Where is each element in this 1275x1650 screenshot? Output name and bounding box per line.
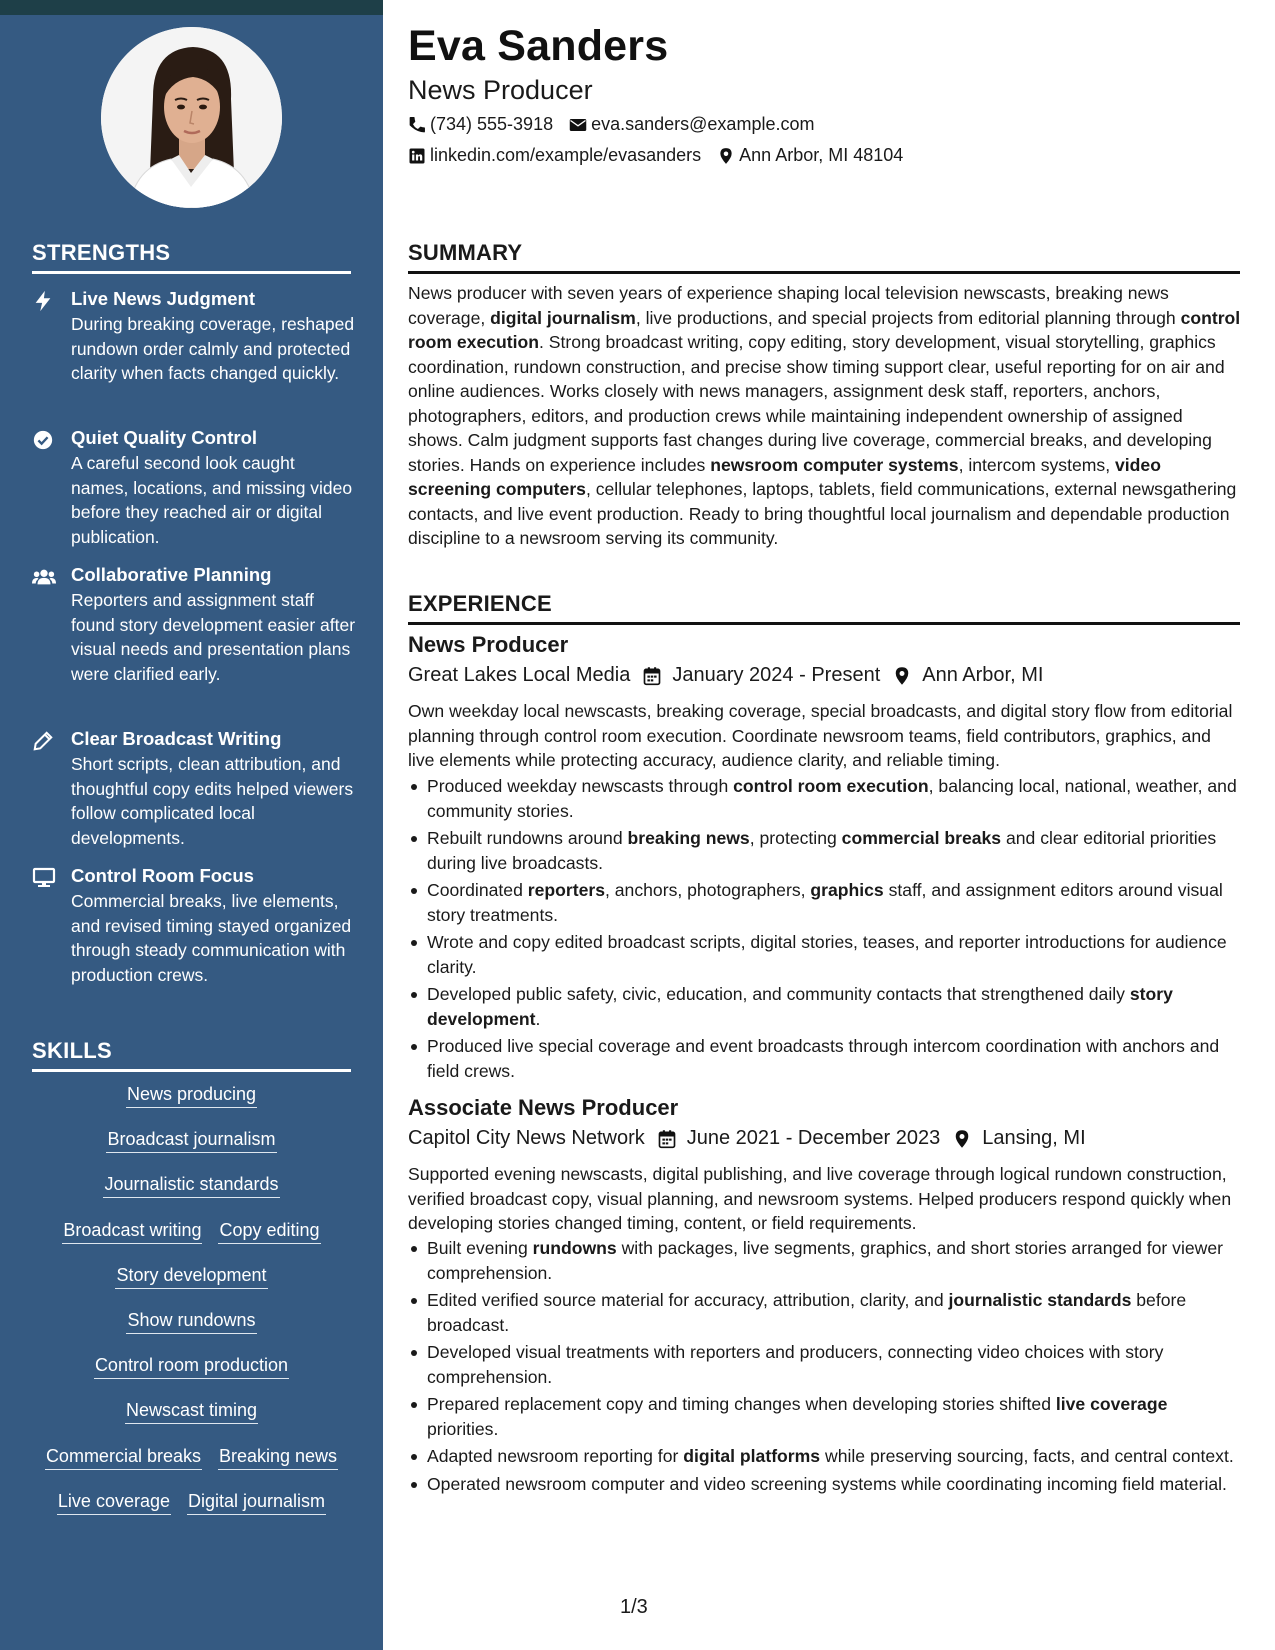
bullet-item <box>408 1392 1242 1441</box>
job-company: Capitol City News Network <box>408 1127 645 1149</box>
text-run: Produced weekday newscasts through <box>427 776 734 796</box>
emphasis-text: graphics <box>810 880 884 900</box>
skill-row <box>32 1127 351 1172</box>
job-dates <box>657 1127 941 1150</box>
sidebar <box>0 0 383 1650</box>
job-location-text: Ann Arbor, MI <box>922 664 1044 686</box>
envelope-icon <box>569 116 587 134</box>
page-number: 1/3 <box>620 1596 648 1618</box>
calendar-icon <box>657 1129 677 1149</box>
job-bullets <box>408 1236 1242 1499</box>
strength-title: Quiet Quality Control <box>71 427 258 448</box>
bullet-item <box>408 774 1242 823</box>
job-description: Own weekday local newscasts, breaking coverage, special broadcasts, and digital story flow from editorial planning through control room execution. Coordinate newsroom teams, field contributors, graphics, and live elements while protecting accuracy, audience clarity, and reliable timing. <box>408 701 1233 770</box>
monitor-icon <box>32 867 56 889</box>
skill-tag: Show rundowns <box>126 1308 256 1334</box>
job-bullets <box>408 774 1242 1086</box>
skills-list <box>32 1082 351 1534</box>
emphasis-text: video screening computers <box>408 454 1161 499</box>
skill-row <box>32 1263 351 1308</box>
text-run: Adapted newsroom reporting for <box>427 1446 684 1466</box>
bullet-item <box>408 1340 1242 1389</box>
bullet-item <box>408 878 1242 927</box>
emphasis-text: rundowns <box>532 1238 617 1258</box>
job-meta <box>408 1127 1086 1150</box>
job-description: Supported evening newscasts, digital publishing, and live coverage through logical rundown construction, verified broadcast copy, visual planning, and newsroom systems. Helped producers respond quickly when developing stories changed timing, content, or field requirements. <box>408 1164 1232 1233</box>
skill-row <box>32 1082 351 1127</box>
strength-description: Commercial breaks, live elements, and revised timing stayed organized through steady communication with production crews. <box>71 891 352 985</box>
map-pin-icon <box>952 1129 972 1149</box>
emphasis-text: newsroom computer systems <box>710 454 959 475</box>
skills-heading: SKILLS <box>32 1038 351 1072</box>
skill-tag: Journalistic standards <box>103 1172 279 1198</box>
emphasis-text: digital journalism <box>490 307 636 328</box>
job-date-range: June 2021 - December 2023 <box>686 1127 941 1149</box>
emphasis-text: control room execution <box>733 776 929 796</box>
skill-tag: Breaking news <box>218 1444 338 1470</box>
phone-icon <box>408 116 426 134</box>
bullet-item <box>408 826 1242 875</box>
candidate-name: Eva Sanders <box>408 22 669 70</box>
candidate-role: News Producer <box>408 75 593 105</box>
text-run: , balancing local, national, weather, and community stories. <box>427 776 1237 821</box>
emphasis-text: commercial breaks <box>841 828 1002 848</box>
bullet-item <box>408 1444 1242 1469</box>
job-meta <box>408 664 1043 687</box>
skill-row <box>32 1353 351 1398</box>
job-dates <box>642 664 880 687</box>
profile-photo <box>101 27 282 208</box>
bullet-item <box>408 1288 1242 1337</box>
linkedin-icon <box>408 147 426 165</box>
text-run: priorities. <box>427 1418 499 1439</box>
text-run: , intercom systems, <box>958 454 1115 475</box>
strengths-heading: STRENGTHS <box>32 240 351 274</box>
bullet-item <box>408 1472 1242 1497</box>
summary-text <box>408 281 1242 551</box>
map-pin-icon <box>892 666 912 686</box>
strength-description: Short scripts, clean attribution, and thoughtful copy edits helped viewers follow complicated local developments. <box>71 754 354 848</box>
skill-row <box>32 1308 351 1353</box>
bullet-item <box>408 982 1242 1031</box>
emphasis-text: live coverage <box>1055 1394 1168 1414</box>
text-run: before broadcast. <box>427 1290 1187 1335</box>
job-location <box>952 1127 1085 1150</box>
strength-title: Control Room Focus <box>71 865 254 886</box>
strength-title: Live News Judgment <box>71 288 256 309</box>
text-run: Built evening <box>427 1238 533 1258</box>
text-run: Operated newsroom computer and video screening systems while coordinating incoming field material. <box>427 1473 1227 1494</box>
skill-tag: Broadcast writing <box>62 1218 202 1244</box>
skill-tag: News producing <box>126 1082 257 1108</box>
skill-row <box>32 1489 351 1534</box>
text-run: , cellular telephones, laptops, tablets, field communications, external newsgathering contacts, and live event production. Ready to bring thoughtful local journalism and dependable production discipline to a newsroom serving its community. <box>408 479 1237 548</box>
text-run: while preserving sourcing, facts, and central context. <box>820 1446 1234 1466</box>
text-run: with packages, live segments, graphics, and short stories arranged for viewer comprehension. <box>427 1238 1224 1283</box>
text-run: . <box>535 1008 541 1029</box>
emphasis-text: breaking news <box>627 828 750 848</box>
calendar-icon <box>642 666 662 686</box>
sidebar-top-bar <box>0 0 383 15</box>
emphasis-text: reporters <box>527 880 605 900</box>
strength-description: During breaking coverage, reshaped rundown order calmly and protected clarity when facts changed quickly. <box>71 314 355 383</box>
job-title: News Producer <box>408 632 569 657</box>
location-text: Ann Arbor, MI 48104 <box>739 145 904 165</box>
emphasis-text: control room execution <box>408 307 1241 352</box>
phone-number: (734) 555-3918 <box>430 114 554 134</box>
text-run: Developed public safety, civic, education, and community contacts that strengthened daily <box>427 984 1130 1004</box>
text-run: and clear editorial priorities during live broadcasts. <box>427 828 1217 873</box>
bullet-item <box>408 1034 1242 1083</box>
strength-description: A careful second look caught names, locations, and missing video before they reached air or digital publication. <box>71 453 353 547</box>
skill-tag: Live coverage <box>57 1489 171 1515</box>
check-circle-icon <box>32 429 56 451</box>
skill-row <box>32 1444 351 1489</box>
location-contact <box>717 145 903 166</box>
bullet-item <box>408 930 1242 979</box>
email-address[interactable]: eva.sanders@example.com <box>591 114 815 134</box>
pencil-icon <box>32 730 56 752</box>
skill-tag: Commercial breaks <box>45 1444 202 1470</box>
text-run: Edited verified source material for accuracy, attribution, clarity, and <box>427 1290 949 1310</box>
text-run: News producer with seven years of experience shaping local television newscasts, breaking news coverage, <box>408 283 1169 328</box>
job-location-text: Lansing, MI <box>982 1127 1086 1149</box>
strength-description: Reporters and assignment staff found story development easier after visual needs and presentation plans were clarified early. <box>71 590 356 684</box>
skill-row <box>32 1218 351 1263</box>
emphasis-text: journalistic standards <box>948 1290 1132 1310</box>
job-date-range: January 2024 - Present <box>672 664 881 686</box>
phone-contact <box>408 114 553 135</box>
text-run: Rebuilt rundowns around <box>427 828 628 848</box>
experience-heading: EXPERIENCE <box>408 591 1240 625</box>
map-pin-icon <box>717 147 735 165</box>
strength-title: Collaborative Planning <box>71 564 272 585</box>
text-run: , anchors, photographers, <box>605 880 811 900</box>
text-run: , protecting <box>749 828 842 848</box>
text-run: Developed visual treatments with reporters and producers, connecting video choices with story comprehension. <box>427 1342 1164 1387</box>
job-location <box>892 664 1043 687</box>
text-run: . Strong broadcast writing, copy editing, story development, visual storytelling, graphics coordination, rundown construction, and precise show timing support clear, useful reporting for on air and online audiences. Works closely with news managers, assignment desk staff, reporters, anchors, photographers, editors, and production crews while maintaining independent ownership of assigned shows. Calm judgment supports fast changes during live coverage, commercial breaks, and developing stories. Hands on experience includes <box>408 332 1225 475</box>
users-icon <box>32 566 56 588</box>
linkedin-contact[interactable] <box>408 145 701 166</box>
contact-row <box>408 114 814 135</box>
skill-tag: Newscast timing <box>125 1398 258 1424</box>
text-run: Prepared replacement copy and timing changes when developing stories shifted <box>427 1394 1056 1414</box>
skill-tag: Broadcast journalism <box>106 1127 276 1153</box>
skill-row <box>32 1398 351 1443</box>
skill-tag: Control room production <box>94 1353 289 1379</box>
text-run: Produced live special coverage and event broadcasts through intercom coordination with anchors and field crews. <box>427 1036 1220 1081</box>
text-run: , live productions, and special projects from editorial planning through <box>635 307 1181 328</box>
contact-row <box>408 145 903 166</box>
text-run: Coordinated <box>427 880 528 900</box>
text-run: staff, and assignment editors around visual story treatments. <box>427 880 1223 925</box>
job-company: Great Lakes Local Media <box>408 664 631 686</box>
skill-tag: Story development <box>115 1263 267 1289</box>
strength-title: Clear Broadcast Writing <box>71 728 282 749</box>
skill-tag: Digital journalism <box>187 1489 326 1515</box>
emphasis-text: digital platforms <box>683 1446 821 1466</box>
bullet-item <box>408 1236 1242 1285</box>
emphasis-text: story development <box>427 984 1173 1029</box>
linkedin-url[interactable]: linkedin.com/example/evasanders <box>430 145 702 165</box>
text-run: Wrote and copy edited broadcast scripts, digital stories, teases, and reporter introductions for audience clarity. <box>427 932 1227 977</box>
skill-row <box>32 1172 351 1217</box>
skill-tag: Copy editing <box>218 1218 320 1244</box>
email-contact[interactable] <box>569 114 814 135</box>
summary-heading: SUMMARY <box>408 240 1240 274</box>
job-title: Associate News Producer <box>408 1095 679 1120</box>
bolt-icon <box>32 290 56 312</box>
